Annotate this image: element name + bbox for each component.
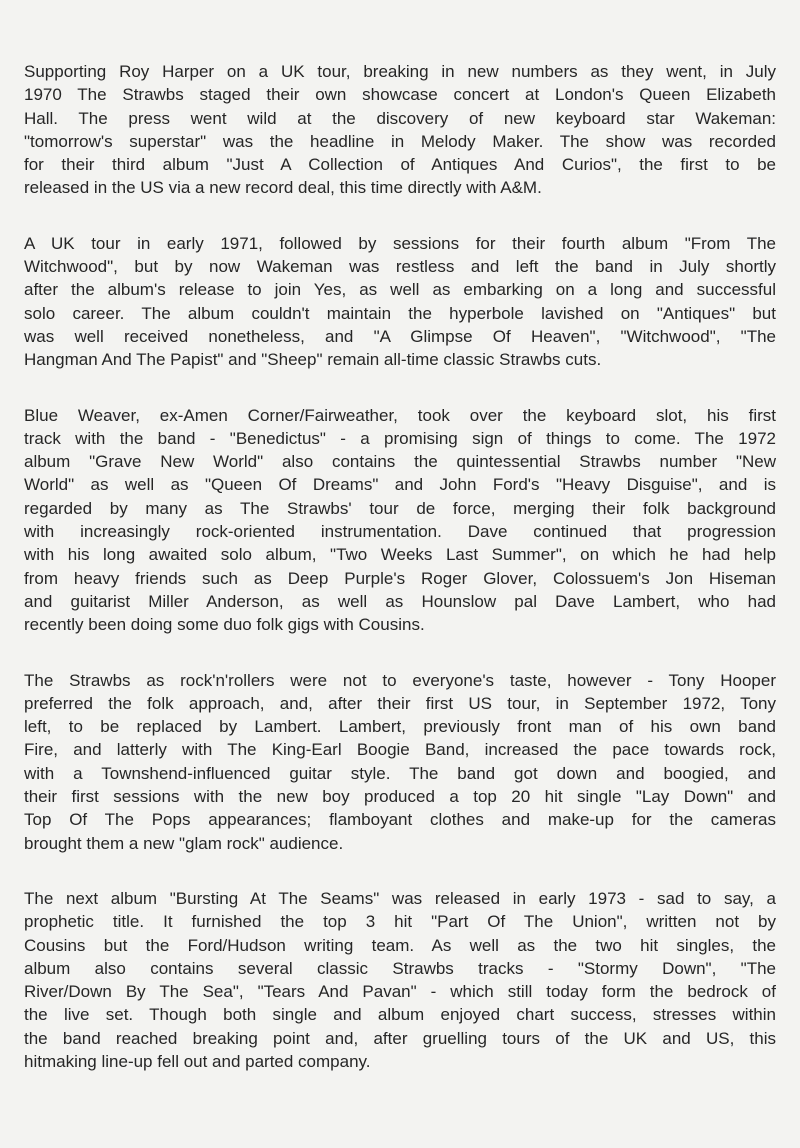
text-line: the band reached breaking point and, after gruelling tours of the UK and US, this — [24, 1028, 776, 1048]
text-line: 1970 The Strawbs staged their own showcase concert at London's Queen Elizabeth — [24, 85, 776, 105]
paragraph — [24, 669, 776, 855]
text-line: with increasingly rock-oriented instrumentation. Dave continued that progression — [24, 522, 776, 542]
text-line: "tomorrow's superstar" was the headline in Melody Maker. The show was recorded — [24, 131, 776, 151]
text-line: World" as well as "Queen Of Dreams" and John Ford's "Heavy Disguise", and is — [24, 475, 776, 495]
text-line: brought them a new "glam rock" audience. — [24, 833, 344, 853]
text-line: Supporting Roy Harper on a UK tour, breaking in new numbers as they went, in July — [24, 62, 776, 81]
paragraph — [24, 887, 776, 1073]
text-line: Hangman And The Papist" and "Sheep" remain all-time classic Strawbs cuts. — [24, 350, 602, 370]
text-line: hitmaking line-up fell out and parted company. — [24, 1051, 371, 1071]
text-line: prophetic title. It furnished the top 3 hit "Part Of The Union", written not by — [24, 912, 776, 932]
text-line: left, to be replaced by Lambert. Lambert, previously front man of his own band — [24, 717, 776, 737]
paragraph — [24, 60, 776, 200]
text-line: from heavy friends such as Deep Purple's Roger Glover, Colossuem's Jon Hiseman — [24, 568, 776, 588]
text-line: was well received nonetheless, and "A Glimpse Of Heaven", "Witchwood", "The — [24, 326, 776, 346]
text-line: A UK tour in early 1971, followed by sessions for their fourth album "From The — [24, 233, 776, 253]
text-line: their first sessions with the new boy produced a top 20 hit single "Lay Down" and — [24, 787, 776, 807]
text-line: Top Of The Pops appearances; flamboyant clothes and make-up for the cameras — [24, 810, 776, 830]
text-line: solo career. The album couldn't maintain the hyperbole lavished on "Antiques" but — [24, 303, 776, 323]
text-line: after the album's release to join Yes, as well as embarking on a long and successful — [24, 280, 776, 300]
text-line: The Strawbs as rock'n'rollers were not to everyone's taste, however - Tony Hooper — [24, 670, 776, 690]
paragraph — [24, 232, 776, 372]
text-line: for their third album "Just A Collection of Antiques And Curios", the first to be — [24, 155, 776, 175]
text-line: the live set. Though both single and album enjoyed chart success, stresses within — [24, 1005, 776, 1025]
text-line: River/Down By The Sea", "Tears And Pavan" - which still today form the bedrock of — [24, 982, 776, 1002]
text-line: regarded by many as The Strawbs' tour de force, merging their folk background — [24, 498, 776, 518]
text-line: with his long awaited solo album, "Two Weeks Last Summer", on which he had help — [24, 545, 776, 565]
document-page — [24, 60, 776, 1105]
text-line: The next album "Bursting At The Seams" was released in early 1973 - sad to say, a — [24, 888, 776, 908]
text-line: Blue Weaver, ex-Amen Corner/Fairweather, took over the keyboard slot, his first — [24, 405, 776, 425]
text-line: album also contains several classic Strawbs tracks - "Stormy Down", "The — [24, 958, 776, 978]
text-line: Cousins but the Ford/Hudson writing team. As well as the two hit singles, the — [24, 935, 776, 955]
text-line: preferred the folk approach, and, after their first US tour, in September 1972, Tony — [24, 693, 776, 713]
text-line: album "Grave New World" also contains the quintessential Strawbs number "New — [24, 452, 776, 472]
text-line: Hall. The press went wild at the discovery of new keyboard star Wakeman: — [24, 108, 776, 128]
text-line: recently been doing some duo folk gigs with Cousins. — [24, 615, 425, 635]
text-line: with a Townshend-influenced guitar style. The band got down and boogied, and — [24, 763, 776, 783]
text-line: track with the band - "Benedictus" - a promising sign of things to come. The 1972 — [24, 428, 776, 448]
text-line: Witchwood", but by now Wakeman was restless and left the band in July shortly — [24, 257, 776, 277]
text-line: Fire, and latterly with The King-Earl Boogie Band, increased the pace towards rock, — [24, 740, 776, 760]
text-line: and guitarist Miller Anderson, as well as Hounslow pal Dave Lambert, who had — [24, 591, 776, 611]
text-line: released in the US via a new record deal, this time directly with A&M. — [24, 178, 542, 198]
paragraph — [24, 404, 776, 637]
